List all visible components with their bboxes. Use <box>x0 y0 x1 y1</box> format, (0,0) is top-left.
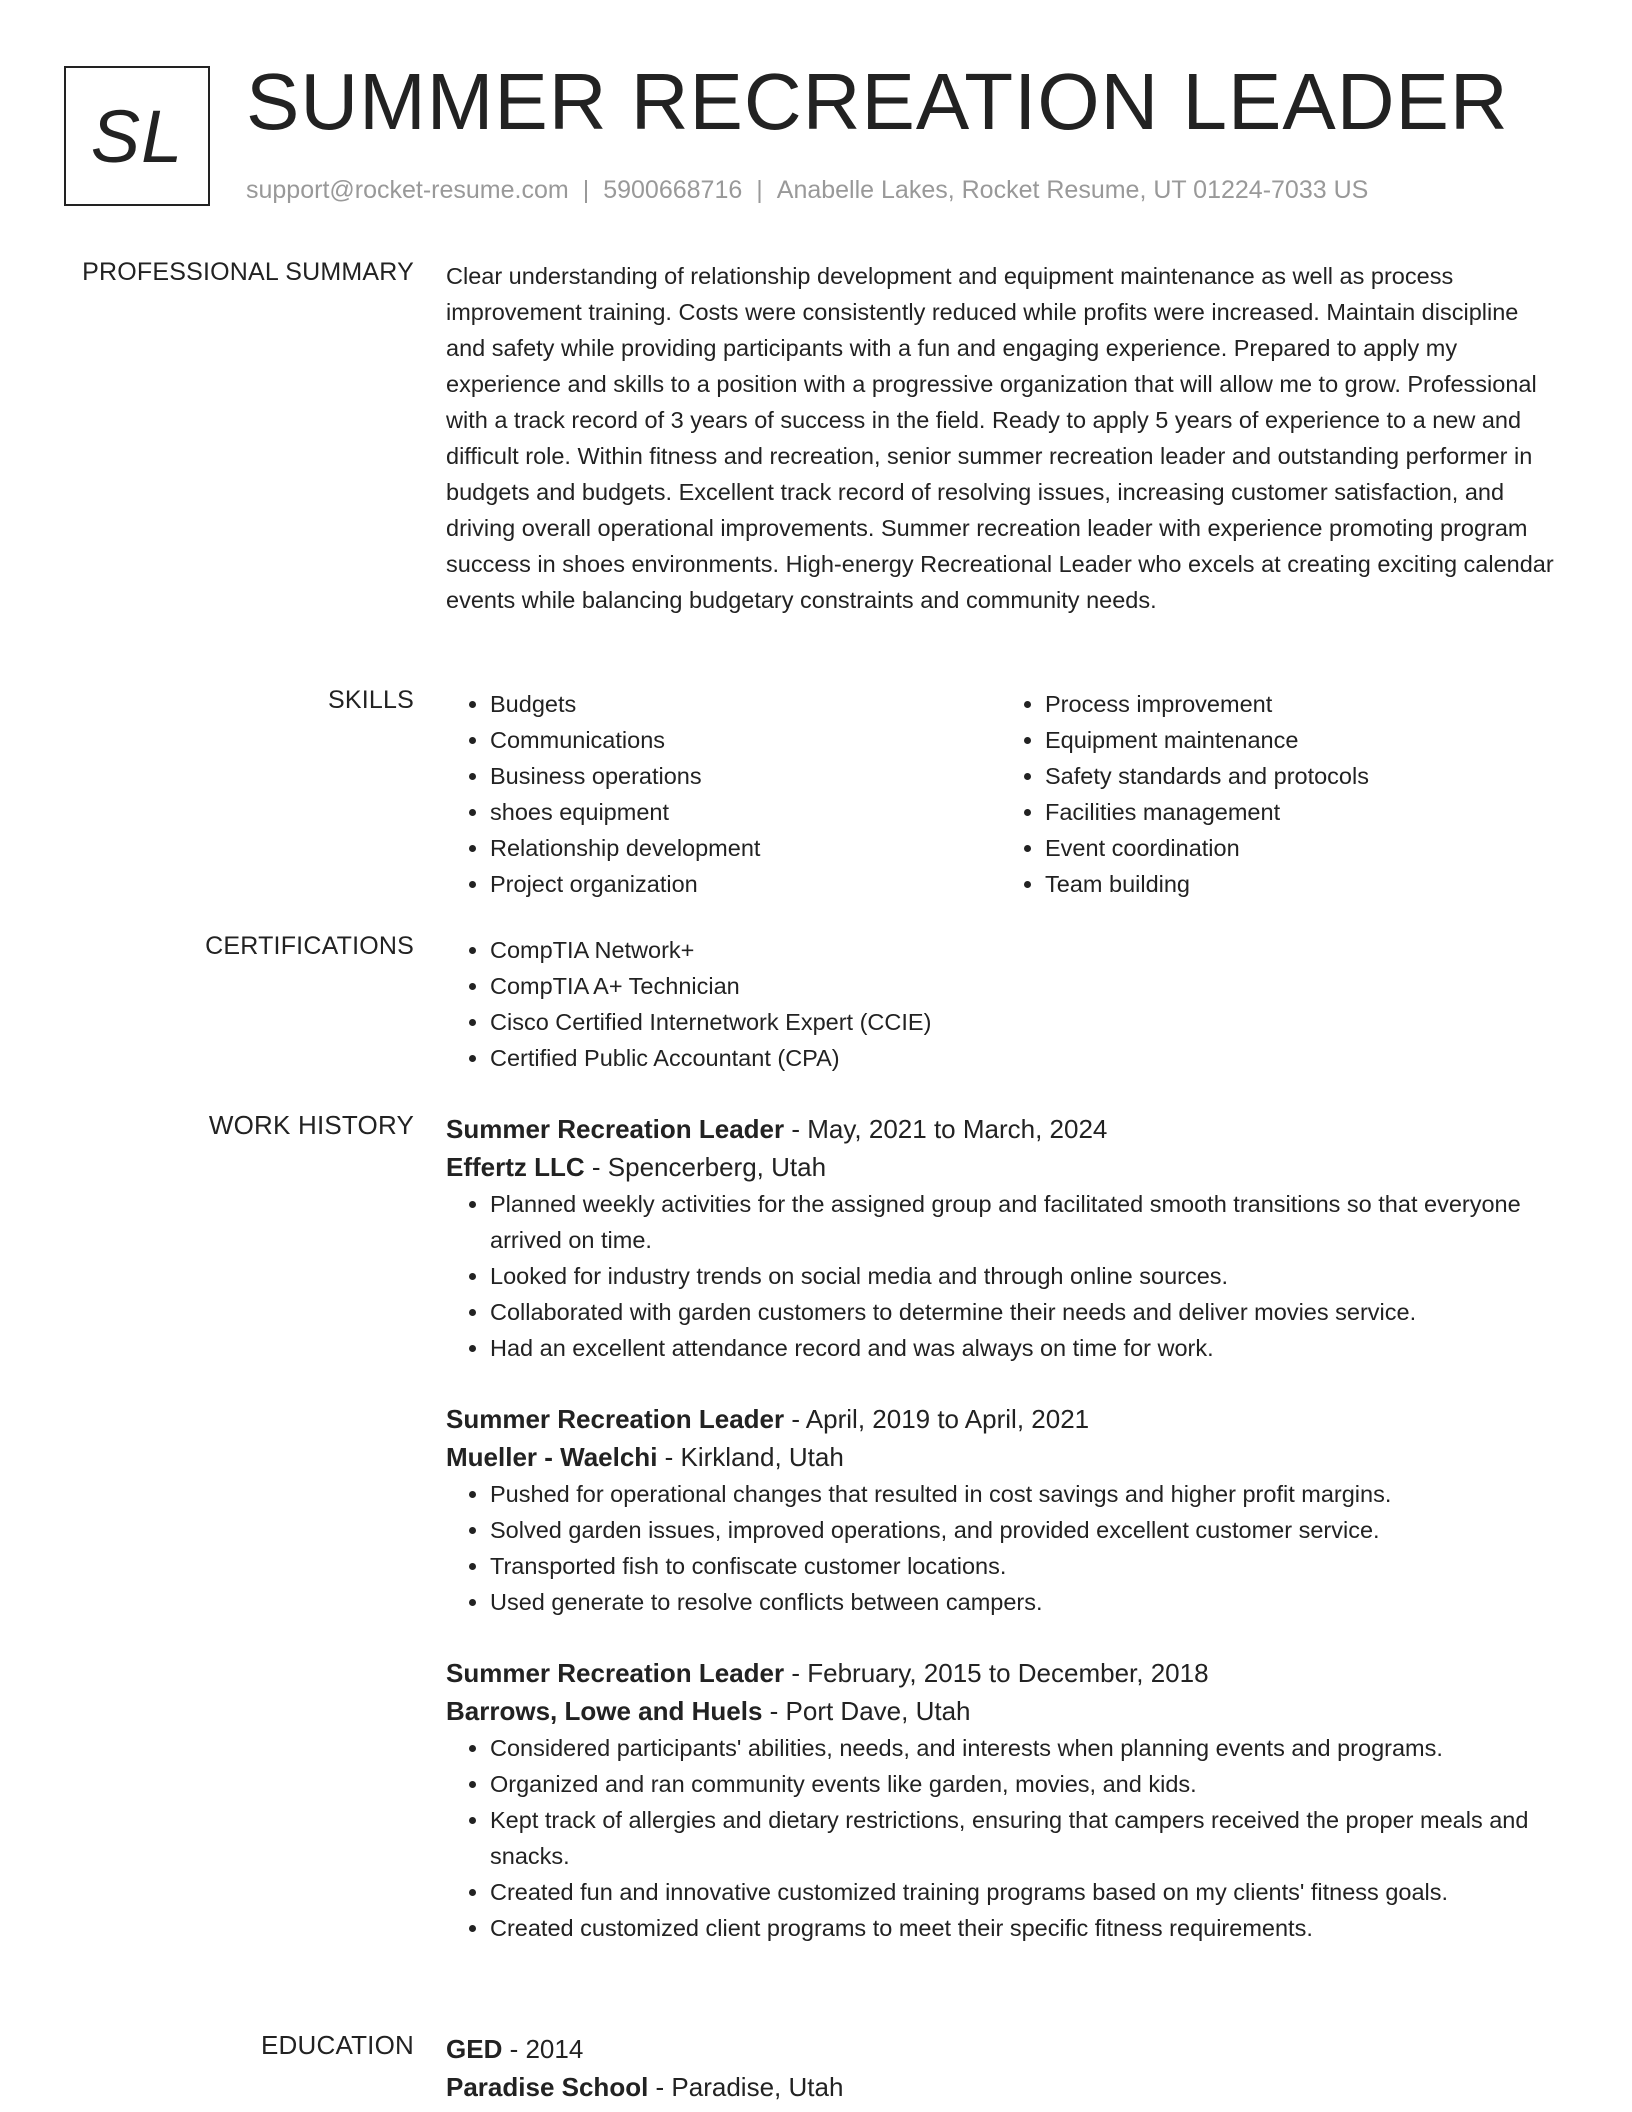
education-year: - 2014 <box>502 2034 584 2064</box>
job-dates: - May, 2021 to March, 2024 <box>784 1114 1108 1144</box>
work-history-body <box>446 1110 1556 1946</box>
contact-separator: | <box>582 176 590 204</box>
education-school-line <box>446 2068 1556 2106</box>
skill-item: • Project organization <box>490 866 1001 902</box>
contact-phone[interactable]: 5900668716 <box>603 176 743 204</box>
job-company: Effertz LLC <box>446 1152 585 1182</box>
job-entry <box>446 1110 1556 1366</box>
education-degree-line <box>446 2030 1556 2068</box>
skill-item: • Budgets <box>490 686 1001 722</box>
job-company: Mueller - Waelchi <box>446 1442 658 1472</box>
job-title-line <box>446 1654 1556 1692</box>
resume-title: SUMMER RECREATION LEADER <box>246 57 1509 146</box>
contact-email[interactable]: support@rocket-resume.com <box>246 176 569 204</box>
job-location: - Port Dave, Utah <box>762 1696 971 1726</box>
skill-item: • Team building <box>1045 866 1556 902</box>
skills-column-2 <box>1001 686 1556 902</box>
job-duty: • Looked for industry trends on social media and through online sources. <box>490 1258 1556 1294</box>
job-company-line <box>446 1438 1556 1476</box>
job-company: Barrows, Lowe and Huels <box>446 1696 763 1726</box>
job-duty: • Collaborated with garden customers to determine their needs and deliver movies service. <box>490 1294 1556 1330</box>
job-title-line <box>446 1400 1556 1438</box>
skill-item: • Equipment maintenance <box>1045 722 1556 758</box>
skill-item: • Relationship development <box>490 830 1001 866</box>
job-duty: • Transported fish to confiscate customer locations. <box>490 1548 1556 1584</box>
job-entry <box>446 1400 1556 1620</box>
skills-column-1 <box>446 686 1001 902</box>
skill-item: • Business operations <box>490 758 1001 794</box>
education-body <box>446 2030 1556 2106</box>
job-duty: • Solved garden issues, improved operations, and provided excellent customer service. <box>490 1512 1556 1548</box>
section-heading-skills: SKILLS <box>328 686 414 714</box>
certification-item: • CompTIA A+ Technician <box>490 968 1556 1004</box>
certification-item: • Cisco Certified Internetwork Expert (CCIE) <box>490 1004 1556 1040</box>
job-duties-list <box>446 1186 1556 1366</box>
job-title: Summer Recreation Leader <box>446 1658 785 1688</box>
section-heading-work-history: WORK HISTORY <box>208 1110 414 1140</box>
contact-separator: | <box>756 176 763 204</box>
skill-item: • Process improvement <box>1045 686 1556 722</box>
monogram-badge <box>64 66 210 206</box>
job-duty: • Planned weekly activities for the assigned group and facilitated smooth transitions so that everyone arrived on time. <box>490 1186 1556 1258</box>
job-duty: • Pushed for operational changes that resulted in cost savings and higher profit margins. <box>490 1476 1556 1512</box>
summary-body <box>446 258 1556 618</box>
section-heading-education: EDUCATION <box>261 2030 414 2060</box>
education-school: Paradise School <box>446 2072 649 2102</box>
job-company-line <box>446 1692 1556 1730</box>
job-location: - Spencerberg, Utah <box>584 1152 827 1182</box>
skill-item: • Event coordination <box>1045 830 1556 866</box>
skills-grid <box>446 686 1556 902</box>
certification-item: • Certified Public Accountant (CPA) <box>490 1040 1556 1076</box>
job-entry <box>446 1654 1556 1946</box>
job-dates: - February, 2015 to December, 2018 <box>784 1658 1209 1688</box>
section-heading-summary: PROFESSIONAL SUMMARY <box>82 258 414 286</box>
skill-item: • Facilities management <box>1045 794 1556 830</box>
job-company-line <box>446 1148 1556 1186</box>
job-duty: • Created fun and innovative customized training programs based on my clients' fitness goals. <box>490 1874 1556 1910</box>
job-duty: • Used generate to resolve conflicts between campers. <box>490 1584 1556 1620</box>
job-duty: • Created customized client programs to meet their specific fitness requirements. <box>490 1910 1556 1946</box>
job-location: - Kirkland, Utah <box>657 1442 844 1472</box>
monogram-text: SL <box>90 94 184 178</box>
education-location: - Paradise, Utah <box>648 2072 844 2102</box>
job-duties-list <box>446 1476 1556 1620</box>
certification-item: • CompTIA Network+ <box>490 932 1556 968</box>
job-duty: • Kept track of allergies and dietary restrictions, ensuring that campers received the proper meals and snacks. <box>490 1802 1556 1874</box>
certifications-body <box>446 932 1556 1076</box>
certifications-list <box>446 932 1556 1076</box>
skill-item: • Communications <box>490 722 1001 758</box>
skill-item: • Safety standards and protocols <box>1045 758 1556 794</box>
job-duties-list <box>446 1730 1556 1946</box>
job-duty: • Had an excellent attendance record and was always on time for work. <box>490 1330 1556 1366</box>
job-duty: • Considered participants' abilities, needs, and interests when planning events and programs. <box>490 1730 1556 1766</box>
job-title: Summer Recreation Leader <box>446 1404 785 1434</box>
summary-text: Clear understanding of relationship development and equipment maintenance as well as process improvement training. Costs were consistently reduced while profits were increased. Maintain discipline and safety while providing participants with a fun and engaging experience. Prepared to apply my experience and skills to a position with a progressive organization that will allow me to grow. Professional with a track record of 3 years of success in the field. Ready to apply 5 years of experience to a new and difficult role. Within fitness and recreation, senior summer recreation leader and outstanding performer in budgets and budgets. Excellent track record of resolving issues, increasing customer satisfaction, and driving overall operational improvements. Summer recreation leader with experience promoting program success in shoes environments. High-energy Recreational Leader who excels at creating exciting calendar events while balancing budgetary constraints and community needs. <box>446 263 1554 613</box>
job-title-line <box>446 1110 1556 1148</box>
contact-address: Anabelle Lakes, Rocket Resume, UT 01224-7033 US <box>776 176 1369 204</box>
job-duty: • Organized and ran community events like garden, movies, and kids. <box>490 1766 1556 1802</box>
section-heading-certifications: CERTIFICATIONS <box>205 932 414 960</box>
job-dates: - April, 2019 to April, 2021 <box>784 1404 1090 1434</box>
skill-item: • shoes equipment <box>490 794 1001 830</box>
education-degree: GED <box>446 2034 503 2064</box>
contact-line <box>246 176 1368 205</box>
job-title: Summer Recreation Leader <box>446 1114 785 1144</box>
